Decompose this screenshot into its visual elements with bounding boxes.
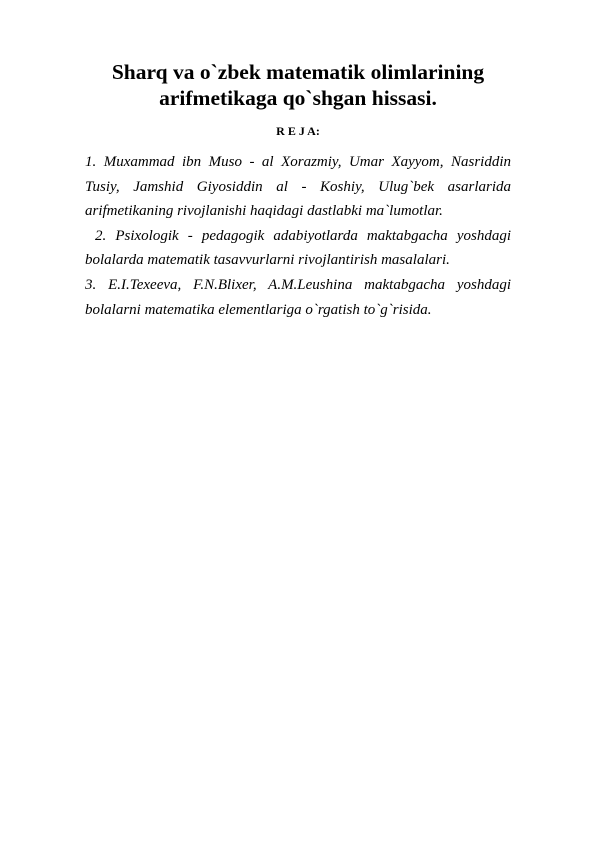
document-title — [70, 59, 526, 111]
plan-item-1: 1. Muxammad ibn Muso - al Xorazmiy, Umar Xayyom, Nasriddin Tusiy, Jamshid Giyosiddin al - Koshiy, Ulug`bek asarlarida arifmetikaning rivojlanishi haqidagi dastlabki ma`lumotlar. — [85, 154, 511, 220]
plan-list — [85, 150, 511, 322]
title-line-2: arifmetikaga qo`shgan hissasi. — [159, 86, 437, 110]
title-line-1: Sharq va o`zbek matematik olimlarining — [111, 60, 485, 84]
plan-item-2: 2. Psixologik - pedagogik adabiyotlarda maktabgacha yoshdagi bolalarda matematik tasavvurlarni rivojlantirish masalalari. — [85, 227, 511, 269]
plan-item-3: 3. E.I.Texeeva, F.N.Blixer, A.M.Leushina maktabgacha yoshdagi bolalarni matematika elementlariga o`rgatish to`g`risida. — [85, 276, 511, 318]
plan-heading: R E J A: — [276, 124, 320, 138]
